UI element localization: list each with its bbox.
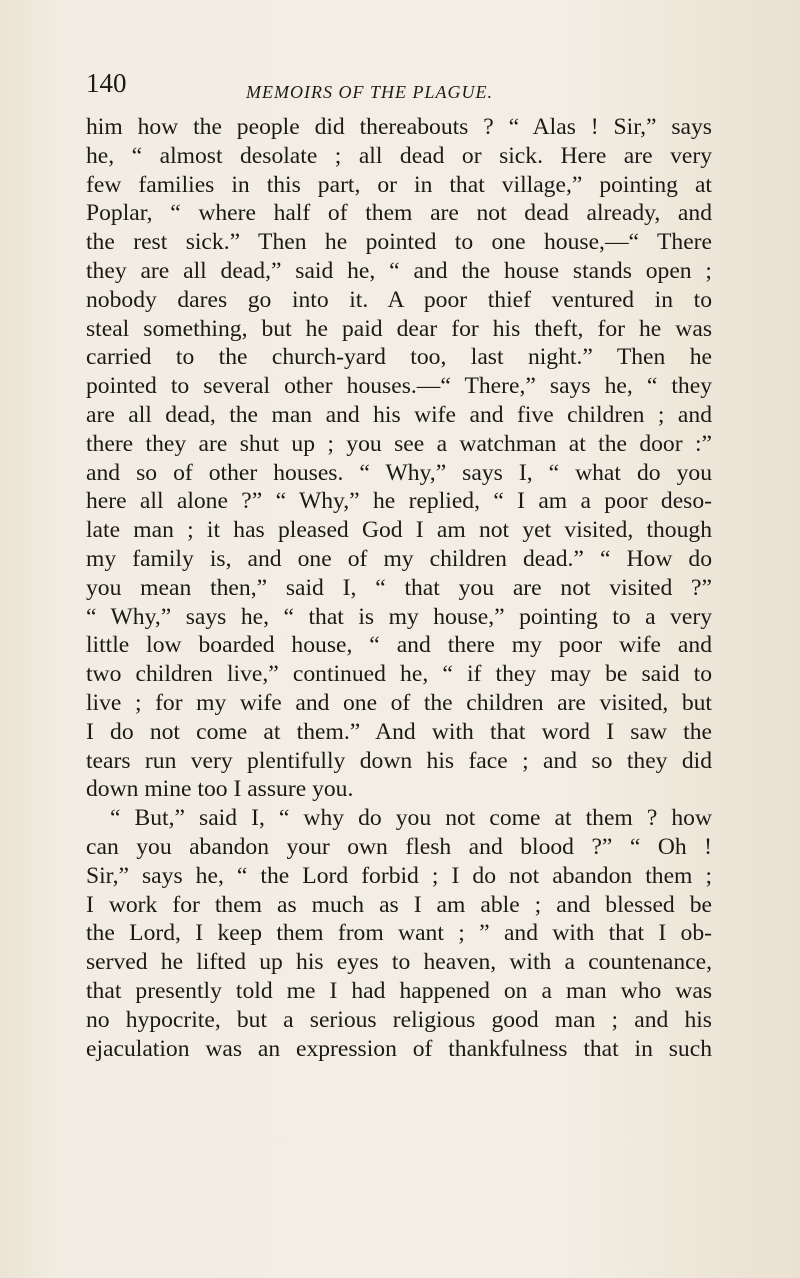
text-line: Poplar, “ where half of them are not dead already, and bbox=[86, 200, 712, 227]
text-line: two children live,” continued he, “ if they may be said to bbox=[86, 661, 712, 688]
text-line: Sir,” says he, “ the Lord forbid ; I do not abandon them ; bbox=[86, 862, 712, 889]
text-line: ejaculation was an expression of thankfulness that in such bbox=[86, 1035, 712, 1062]
text-line: late man ; it has pleased God I am not yet visited, though bbox=[86, 517, 712, 544]
text-line: there they are shut up ; you see a watchman at the door :” bbox=[86, 430, 712, 457]
running-head: MEMOIRS OF THE PLAGUE. bbox=[246, 82, 493, 102]
text-line: my family is, and one of my children dead.” “ How do bbox=[86, 545, 712, 572]
text-line: live ; for my wife and one of the children are visited, but bbox=[86, 689, 712, 716]
text-line: tears run very plentifully down his face ; and so they did bbox=[86, 747, 712, 774]
text-line: down mine too I assure you. bbox=[86, 776, 354, 803]
text-line: “ But,” said I, “ why do you not come at them ? how bbox=[110, 805, 712, 832]
text-line: I do not come at them.” And with that word I saw the bbox=[86, 718, 712, 745]
body-text bbox=[86, 113, 712, 1063]
text-line: few families in this part, or in that village,” pointing at bbox=[86, 171, 712, 198]
text-line: they are all dead,” said he, “ and the house stands open ; bbox=[86, 257, 712, 284]
text-line: the rest sick.” Then he pointed to one house,—“ There bbox=[86, 229, 712, 256]
text-line: are all dead, the man and his wife and five children ; and bbox=[86, 401, 712, 428]
text-line: I work for them as much as I am able ; and blessed be bbox=[86, 891, 712, 918]
text-line: nobody dares go into it. A poor thief ventured in to bbox=[86, 286, 712, 313]
text-line: can you abandon your own flesh and blood ?” “ Oh ! bbox=[86, 833, 712, 860]
text-line: he, “ almost desolate ; all dead or sick. Here are very bbox=[86, 142, 712, 169]
text-line: you mean then,” said I, “ that you are not visited ?” bbox=[86, 574, 712, 601]
text-line: him how the people did thereabouts ? “ Alas ! Sir,” says bbox=[86, 114, 712, 140]
text-line: pointed to several other houses.—“ There,” says he, “ they bbox=[86, 373, 712, 400]
text-line: steal something, but he paid dear for his theft, for he was bbox=[86, 315, 712, 342]
page-number: 140 bbox=[86, 68, 127, 98]
text-line: carried to the church-yard too, last night.” Then he bbox=[86, 344, 712, 371]
text-line: little low boarded house, “ and there my poor wife and bbox=[86, 632, 712, 659]
text-line: here all alone ?” “ Why,” he replied, “ I am a poor deso- bbox=[86, 488, 712, 515]
page-header bbox=[86, 68, 706, 108]
text-line: and so of other houses. “ Why,” says I, “ what do you bbox=[86, 459, 712, 486]
text-line: served he lifted up his eyes to heaven, with a countenance, bbox=[86, 949, 712, 976]
text-line: the Lord, I keep them from want ; ” and with that I ob- bbox=[86, 920, 712, 947]
text-line: “ Why,” says he, “ that is my house,” pointing to a very bbox=[86, 603, 712, 630]
text-line: no hypocrite, but a serious religious good man ; and his bbox=[86, 1006, 712, 1033]
text-line: that presently told me I had happened on a man who was bbox=[86, 977, 712, 1004]
